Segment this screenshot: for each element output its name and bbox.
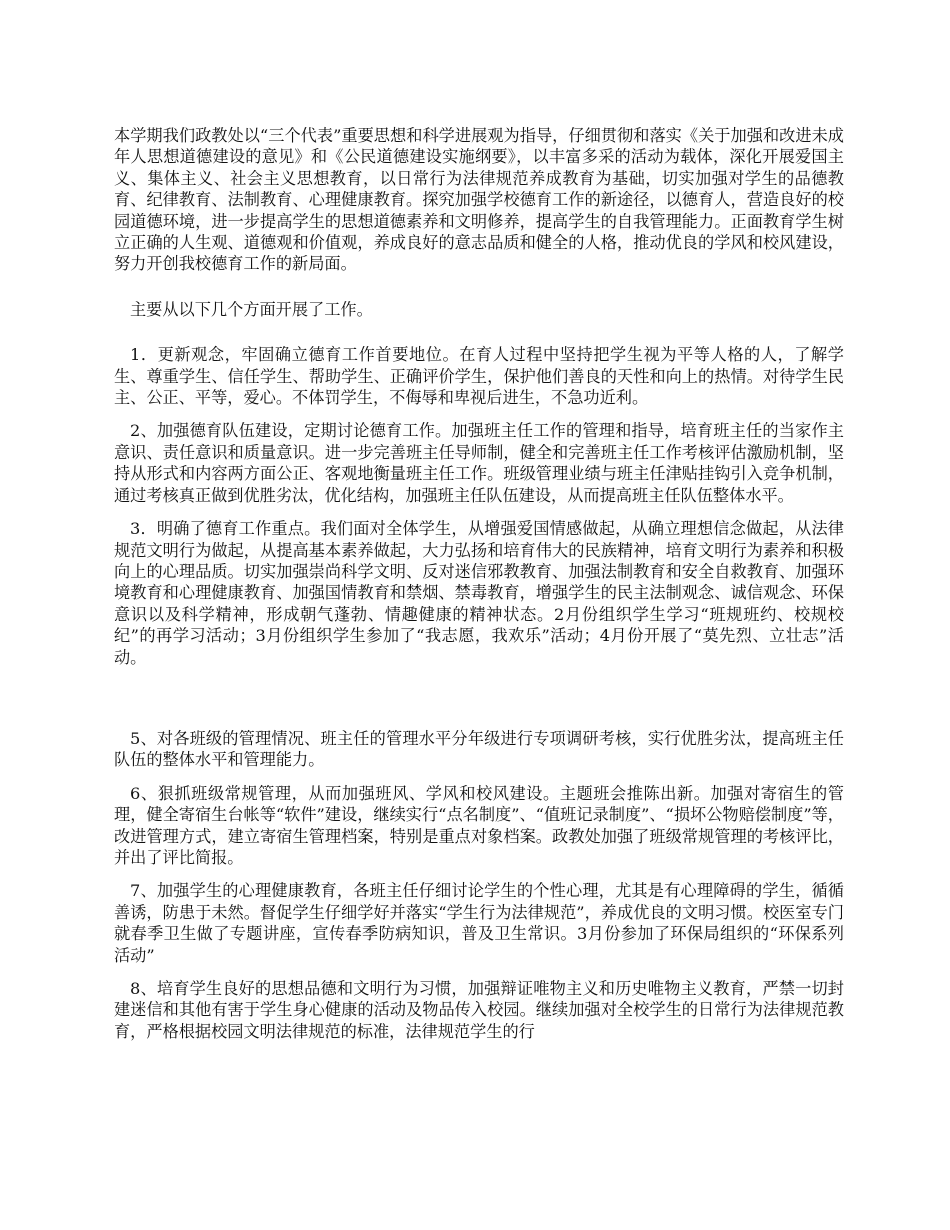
item-8-paragraph: 8、培育学生良好的思想品德和文明行为习惯，加强辩证唯物主义和历史唯物主义教育，严禁一切封建迷信和其他有害于学生身心健康的活动及物品传入校园。继续加强对全校学生的日常行为法律规范教育，严格根据校园文明法律规范的标准，法律规范学生的行 [114, 979, 844, 1041]
item-3-paragraph: 3．明确了德育工作重点。我们面对全体学生，从增强爱国情感做起，从确立理想信念做起，从法律规范文明行为做起，从提高基本素养做起，大力弘扬和培育伟大的民族精神，培育文明行为素养和积极向上的心理品质。切实加强崇尚科学文明、反对迷信邪教教育、加强法制教育和安全自救教育、加强环境教育和心理健康教育、加强国情教育和禁烟、禁毒教育，增强学生的民主法制观念、诚信观念、环保意识以及科学精神，形成朝气蓬勃、情趣健康的精神状态。2月份组织学生学习“班规班约、校规校纪”的再学习活动；3月份组织学生参加了“我志愿，我欢乐”活动；4月份开展了“莫先烈、立壮志”活动。 [114, 519, 844, 667]
item-2-paragraph: 2、加强德育队伍建设，定期讨论德育工作。加强班主任工作的管理和指导，培育班主任的当家作主意识、责任意识和质量意识。进一步完善班主任导师制，健全和完善班主任工作考核评估激励机制，坚持从形式和内容两方面公正、客观地衡量班主任工作。班级管理业绩与班主任津贴挂钩引入竞争机制，通过考核真正做到优胜劣汰，优化结构，加强班主任队伍建设，从而提高班主任队伍整体水平。 [114, 421, 844, 505]
item-6-paragraph: 6、狠抓班级常规管理，从而加强班风、学风和校风建设。主题班会推陈出新。加强对寄宿生的管理，健全寄宿生台帐等“软件”建设，继续实行“点名制度”、“值班记录制度”、“损坏公物赔偿制度”等，改进管理方式，建立寄宿生管理档案，特别是重点对象档案。政教处加强了班级常规管理的考核评比，并出了评比简报。 [114, 783, 844, 867]
document-body [114, 125, 844, 1054]
section-intro-paragraph: 主要从以下几个方面开展了工作。 [130, 299, 373, 319]
item-5-paragraph: 5、对各班级的管理情况、班主任的管理水平分年级进行专项调研考核，实行优胜劣汰，提高班主任队伍的整体水平和管理能力。 [114, 728, 844, 770]
item-7-paragraph: 7、加强学生的心理健康教育，各班主任仔细讨论学生的个性心理，尤其是有心理障碍的学生，循循善诱，防患于未然。督促学生仔细学好并落实“学生行为法律规范”，养成优良的文明习惯。校医室专门就春季卫生做了专题讲座，宣传春季防病知识，普及卫生常识。3月份参加了环保局组织的“环保系列活动” [114, 881, 844, 965]
item-1-paragraph: 1．更新观念，牢固确立德育工作首要地位。在育人过程中坚持把学生视为平等人格的人，了解学生、尊重学生、信任学生、帮助学生、正确评价学生，保护他们善良的天性和向上的热情。对待学生民主、公正、平等，爱心。不体罚学生，不侮辱和卑视后进生，不急功近利。 [114, 345, 844, 408]
intro-paragraph: 本学期我们政教处以“三个代表”重要思想和科学进展观为指导，仔细贯彻和落实《关于加强和改进未成年人思想道德建设的意见》和《公民道德建设实施纲要》，以丰富多采的活动为载体，深化开展爱国主义、集体主义、社会主义思想教育，以日常行为法律规范养成教育为基础，切实加强对学生的品德教育、纪律教育、法制教育、心理健康教育。探究加强学校德育工作的新途径，以德育人，营造良好的校园道德环境，进一步提高学生的思想道德素养和文明修养，提高学生的自我管理能力。正面教育学生树立正确的人生观、道德观和价值观，养成良好的意志品质和健全的人格，推动优良的学风和校风建设，努力开创我校德育工作的新局面。 [114, 126, 844, 274]
